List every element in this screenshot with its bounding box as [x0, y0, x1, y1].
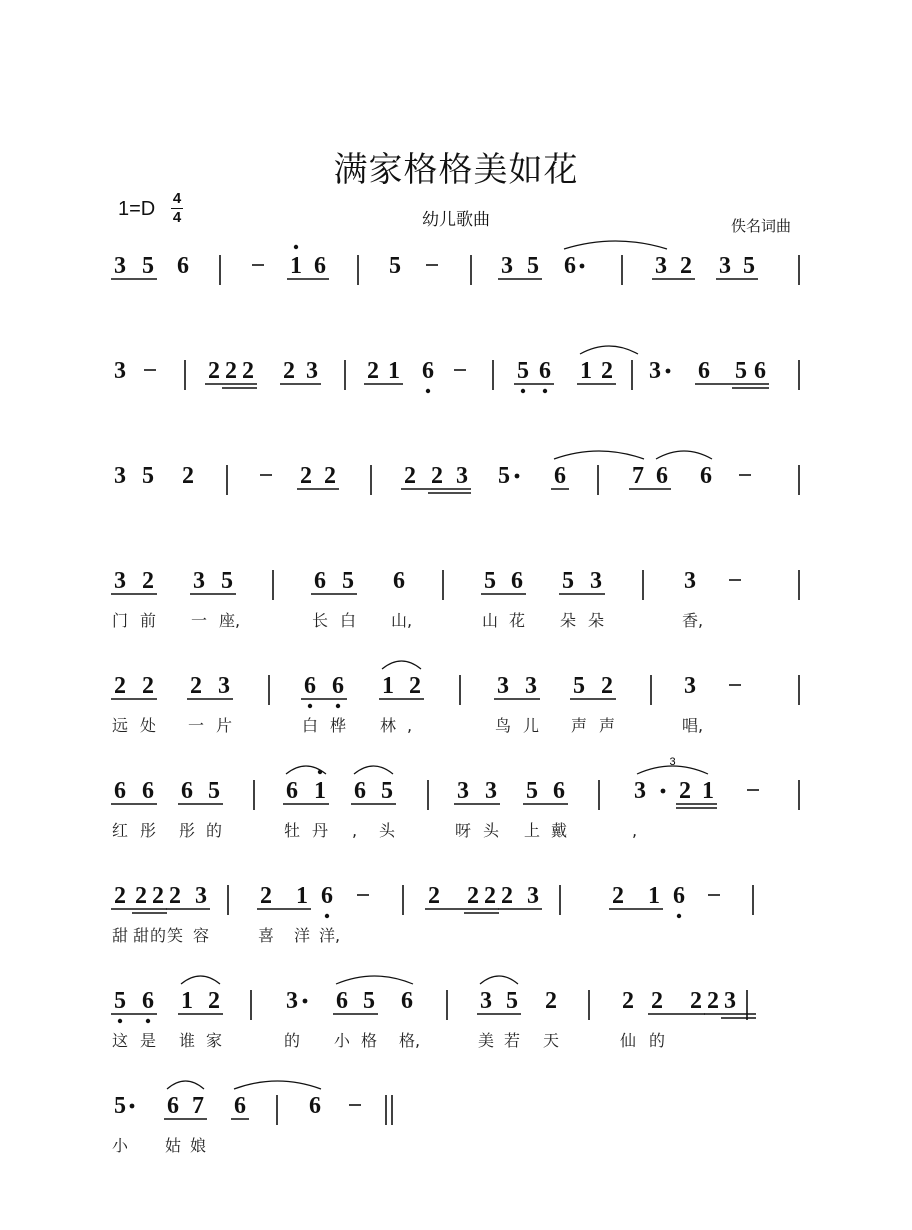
jianpu-note: 6	[286, 778, 298, 804]
tie-slur	[336, 976, 413, 984]
jianpu-note: 3	[480, 988, 492, 1014]
jianpu-note: 5	[342, 568, 354, 594]
tie-slur	[580, 346, 638, 354]
tie-slur	[354, 766, 393, 774]
jianpu-note: 3	[719, 253, 731, 279]
jianpu-note: 6	[554, 463, 566, 489]
lyric-syllable: 的	[284, 1031, 301, 1050]
octave-dot	[677, 914, 681, 918]
time-signature-numerator: 4	[172, 190, 182, 207]
lyric-syllable: 彤	[179, 821, 196, 840]
jianpu-note: 2	[651, 988, 663, 1014]
jianpu-note: 5	[735, 358, 747, 384]
jianpu-note: 5	[114, 1093, 126, 1119]
octave-dot	[308, 704, 312, 708]
lyric-syllable: 长	[312, 611, 329, 630]
tie-slur	[382, 661, 421, 669]
jianpu-note: 6	[673, 883, 685, 909]
lyric-syllable: 一	[191, 611, 208, 630]
jianpu-note: 2	[242, 358, 254, 384]
lyric-syllable: 容	[193, 926, 210, 945]
lyric-syllable: 儿	[523, 716, 540, 735]
jianpu-note: 6	[177, 253, 189, 279]
jianpu-note: 2	[283, 358, 295, 384]
jianpu-note: 1	[702, 778, 714, 804]
lyric-syllable: ,	[352, 821, 358, 840]
jianpu-note: 5	[527, 253, 539, 279]
tie-slur	[167, 1081, 204, 1089]
jianpu-note: 3	[527, 883, 539, 909]
jianpu-note: 6	[142, 988, 154, 1014]
jianpu-note: 1	[290, 253, 302, 279]
jianpu-note: 1	[181, 988, 193, 1014]
jianpu-note: 2	[182, 463, 194, 489]
jianpu-note: 6	[142, 778, 154, 804]
lyric-syllable: 甜	[133, 926, 150, 945]
lyric-syllable: 花	[509, 611, 526, 630]
jianpu-note: 3	[684, 568, 696, 594]
lyric-syllable: 朵	[560, 611, 577, 630]
jianpu-note: 3	[634, 778, 646, 804]
lyric-syllable: 这	[112, 1031, 129, 1050]
jianpu-note: 6	[321, 883, 333, 909]
jianpu-note: 3	[114, 253, 126, 279]
jianpu-note: 1	[580, 358, 592, 384]
jianpu-note: 3	[114, 463, 126, 489]
jianpu-note: 3	[306, 358, 318, 384]
octave-dot	[426, 389, 430, 393]
lyric-syllable: 谁	[179, 1031, 196, 1050]
lyric-syllable: 是	[140, 1031, 157, 1050]
lyric-syllable: 甜	[112, 926, 129, 945]
jianpu-note: 5	[573, 673, 585, 699]
tie-slur	[564, 241, 667, 249]
jianpu-note: 6	[539, 358, 551, 384]
jianpu-note: 2	[208, 358, 220, 384]
jianpu-note: 6	[114, 778, 126, 804]
octave-dot	[336, 704, 340, 708]
lyric-syllable: 小	[112, 1136, 129, 1155]
jianpu-note: 6	[314, 253, 326, 279]
lyric-syllable: 洋,	[319, 926, 341, 945]
lyric-syllable: 姑	[165, 1136, 182, 1155]
jianpu-note: 2	[225, 358, 237, 384]
tie-slur	[181, 976, 220, 984]
jianpu-note: 5	[517, 358, 529, 384]
lyric-syllable: 门	[112, 611, 129, 630]
lyric-syllable: 小	[334, 1031, 351, 1050]
lyric-syllable: 山,	[391, 611, 413, 630]
jianpu-note: 6	[304, 673, 316, 699]
jianpu-note: 2	[152, 883, 164, 909]
jianpu-note: 6	[564, 253, 576, 279]
octave-dot	[294, 245, 298, 249]
lyric-syllable: 娘	[190, 1136, 207, 1155]
lyric-syllable: 上	[524, 821, 541, 840]
lyric-syllable: 呀	[455, 821, 472, 840]
tie-slur	[554, 451, 644, 459]
lyric-syllable: 桦	[330, 716, 347, 735]
jianpu-note: 2	[707, 988, 719, 1014]
augmentation-dot	[515, 474, 520, 479]
song-title: 满家格格美如花	[333, 150, 579, 190]
lyric-syllable: 的	[649, 1031, 666, 1050]
lyric-syllable: 声	[599, 716, 616, 735]
jianpu-note: 3	[590, 568, 602, 594]
augmentation-dot	[303, 999, 308, 1004]
lyric-syllable: 美	[478, 1031, 495, 1050]
jianpu-note: 7	[632, 463, 644, 489]
octave-dot	[325, 914, 329, 918]
lyric-syllable: 的	[150, 926, 167, 945]
lyric-syllable: 笑	[167, 926, 184, 945]
jianpu-note: 1	[382, 673, 394, 699]
jianpu-note: 2	[114, 673, 126, 699]
jianpu-note: 3	[195, 883, 207, 909]
jianpu-note: 6	[167, 1093, 179, 1119]
jianpu-note: 3	[497, 673, 509, 699]
jianpu-note: 2	[409, 673, 421, 699]
jianpu-note: 2	[260, 883, 272, 909]
augmentation-dot	[661, 789, 666, 794]
lyric-syllable: 天	[543, 1031, 560, 1050]
octave-dot	[146, 1019, 150, 1023]
key-signature: 1=D	[118, 198, 156, 220]
jianpu-note: 3	[286, 988, 298, 1014]
jianpu-note: 3	[684, 673, 696, 699]
jianpu-note: 6	[354, 778, 366, 804]
lyric-syllable: 白	[340, 611, 357, 630]
lyric-syllable: ,	[407, 716, 413, 735]
jianpu-note: 5	[526, 778, 538, 804]
jianpu-note: 3	[485, 778, 497, 804]
jianpu-note: 2	[300, 463, 312, 489]
lyric-syllable: 家	[206, 1031, 223, 1050]
lyric-syllable: 林	[380, 716, 397, 735]
jianpu-note: 5	[389, 253, 401, 279]
jianpu-note: 6	[422, 358, 434, 384]
jianpu-note: 6	[754, 358, 766, 384]
jianpu-note: 5	[743, 253, 755, 279]
augmentation-dot	[666, 369, 671, 374]
augmentation-dot	[130, 1104, 135, 1109]
jianpu-note: 2	[135, 883, 147, 909]
jianpu-note: 2	[208, 988, 220, 1014]
jianpu-note: 5	[363, 988, 375, 1014]
jianpu-note: 6	[393, 568, 405, 594]
jianpu-note: 2	[324, 463, 336, 489]
jianpu-note: 2	[690, 988, 702, 1014]
jianpu-note: 2	[431, 463, 443, 489]
jianpu-note: 2	[484, 883, 496, 909]
jianpu-note: 2	[679, 778, 691, 804]
jianpu-note: 2	[501, 883, 513, 909]
jianpu-note: 2	[601, 673, 613, 699]
octave-dot	[543, 389, 547, 393]
jianpu-note: 6	[698, 358, 710, 384]
song-subtitle: 幼儿歌曲	[422, 210, 490, 230]
tie-slur	[234, 1081, 321, 1089]
jianpu-note: 3	[218, 673, 230, 699]
jianpu-note: 5	[506, 988, 518, 1014]
jianpu-note: 2	[601, 358, 613, 384]
jianpu-note: 6	[656, 463, 668, 489]
lyric-syllable: 彤	[140, 821, 157, 840]
lyric-syllable: 香,	[682, 611, 704, 630]
lyric-syllable: 丹	[312, 821, 329, 840]
lyric-syllable: 座,	[219, 611, 241, 630]
jianpu-note: 5	[142, 463, 154, 489]
lyric-syllable: 的	[206, 821, 223, 840]
song-credit: 佚名词曲	[731, 217, 792, 235]
lyric-syllable: 鸟	[495, 716, 512, 735]
jianpu-note: 6	[309, 1093, 321, 1119]
jianpu-note: 5	[498, 463, 510, 489]
jianpu-note: 5	[381, 778, 393, 804]
jianpu-note: 6	[234, 1093, 246, 1119]
jianpu-note: 2	[190, 673, 202, 699]
jianpu-note: 3	[114, 358, 126, 384]
lyric-syllable: 洋	[294, 926, 311, 945]
lyric-syllable: 唱,	[682, 716, 704, 735]
lyric-syllable: 一	[188, 716, 205, 735]
lyric-syllable: 若	[504, 1031, 521, 1050]
jianpu-note: 5	[221, 568, 233, 594]
lyric-syllable: 戴	[551, 821, 568, 840]
jianpu-note: 7	[192, 1093, 204, 1119]
jianpu-note: 2	[169, 883, 181, 909]
jianpu-note: 3	[724, 988, 736, 1014]
lyric-syllable: 头	[379, 821, 396, 840]
jianpu-note: 5	[484, 568, 496, 594]
octave-dot	[118, 1019, 122, 1023]
jianpu-note: 2	[367, 358, 379, 384]
lyric-syllable: 朵	[588, 611, 605, 630]
lyric-syllable: 处	[140, 716, 157, 735]
lyric-syllable: 喜	[258, 926, 275, 945]
lyric-syllable: ,	[632, 821, 638, 840]
jianpu-note: 2	[142, 568, 154, 594]
jianpu-note: 2	[467, 883, 479, 909]
augmentation-dot	[580, 264, 585, 269]
tie-slur	[656, 451, 712, 459]
jianpu-note: 3	[114, 568, 126, 594]
jianpu-note: 2	[428, 883, 440, 909]
jianpu-note: 3	[525, 673, 537, 699]
jianpu-note: 3	[501, 253, 513, 279]
jianpu-note: 6	[511, 568, 523, 594]
jianpu-note: 2	[404, 463, 416, 489]
lyric-syllable: 声	[571, 716, 588, 735]
jianpu-note: 1	[648, 883, 660, 909]
lyric-syllable: 牡	[284, 821, 301, 840]
jianpu-note: 6	[181, 778, 193, 804]
lyric-syllable: 远	[112, 716, 129, 735]
lyric-syllable: 前	[140, 611, 157, 630]
jianpu-note: 3	[456, 463, 468, 489]
jianpu-note: 5	[208, 778, 220, 804]
jianpu-note: 5	[562, 568, 574, 594]
lyric-syllable: 格,	[399, 1031, 421, 1050]
jianpu-note: 5	[114, 988, 126, 1014]
lyric-syllable: 仙	[620, 1031, 637, 1050]
lyric-syllable: 白	[302, 716, 319, 735]
time-signature-denominator: 4	[172, 209, 182, 226]
jianpu-note: 3	[193, 568, 205, 594]
lyric-syllable: 山	[482, 611, 499, 630]
lyric-syllable: 头	[483, 821, 500, 840]
jianpu-note: 3	[655, 253, 667, 279]
jianpu-note: 6	[401, 988, 413, 1014]
jianpu-note: 3	[457, 778, 469, 804]
tuplet-number: 3	[669, 756, 676, 768]
jianpu-note: 6	[336, 988, 348, 1014]
jianpu-note: 6	[314, 568, 326, 594]
jianpu-note: 2	[142, 673, 154, 699]
lyric-syllable: 格	[361, 1031, 378, 1050]
jianpu-note: 2	[545, 988, 557, 1014]
lyric-syllable: 红	[112, 821, 129, 840]
tie-slur	[480, 976, 518, 984]
jianpu-note: 3	[649, 358, 661, 384]
jianpu-note: 2	[680, 253, 692, 279]
jianpu-note: 6	[700, 463, 712, 489]
octave-dot	[521, 389, 525, 393]
jianpu-note: 6	[553, 778, 565, 804]
jianpu-note: 1	[314, 778, 326, 804]
jianpu-note: 5	[142, 253, 154, 279]
jianpu-note: 6	[332, 673, 344, 699]
jianpu-note: 2	[622, 988, 634, 1014]
lyric-syllable: 片	[216, 716, 233, 735]
jianpu-note: 2	[114, 883, 126, 909]
jianpu-note: 1	[388, 358, 400, 384]
jianpu-note: 1	[296, 883, 308, 909]
jianpu-note: 2	[612, 883, 624, 909]
